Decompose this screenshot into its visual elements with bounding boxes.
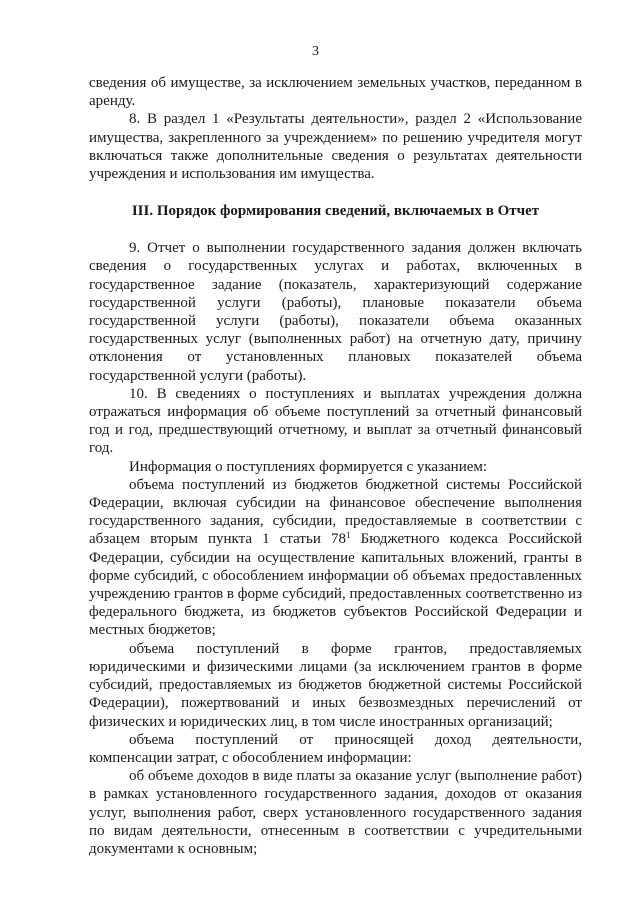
paragraph-business-income: объема поступлений от приносящей доход деятельности, компенсации затрат, с обособлением информации: [89,731,582,766]
paragraph-budget-income [89,476,582,640]
paragraph-budget-income-part1: объема поступлений из бюджетов бюджетной системы Российской Федерации, включая субсидии на финансовое обеспечение выполнения государственного задания, субсидии, предоставляемые в соответствии с абзацем вторым пункта 1 статьи 78 [89,476,582,548]
paragraph-grants-income: объема поступлений в форме грантов, предоставляемых юридическими и физическими лицами (за исключением грантов в форме субсидий, предоставляемых из бюджетов бюджетной системы Российской Федерации), пожертвований и иных безвозмездных перечислений от физических и юридических лиц, в том числе иностранных организаций; [89,640,582,730]
document-body [89,74,582,858]
paragraph-item-8: 8. В раздел 1 «Результаты деятельности», раздел 2 «Использование имущества, закрепленного за учреждением» по решению учредителя могут включаться также дополнительные сведения о результатах деятельности учреждения и использования им имущества. [89,111,582,183]
paragraph-item-9: 9. Отчет о выполнении государственного задания должен включать сведения о государственных услугах и работах, включенных в государственное задание (показатель, характеризующий содержание государственной услуги (работы), плановые показатели объема государственной услуги (работы), показатели объема оказанных государственных услуг (выполненных работ) на отчетную дату, причину отклонения от установленных плановых показателей объема государственной услуги (работы). [89,240,582,384]
paragraph-continuation: сведения об имуществе, за исключением земельных участков, переданном в аренду. [89,75,582,110]
superscript-footnote: 1 [346,530,351,541]
section-heading: III. Порядок формирования сведений, включаемых в Отчет [131,203,540,220]
paragraph-item-10: 10. В сведениях о поступлениях и выплатах учреждения должна отражаться информация об объеме поступлений за отчетный финансовый год и год, предшествующий отчетному, и выплат за отчетный финансовый год. [89,385,582,457]
paragraph-budget-income-part2: Бюджетного кодекса Российской Федерации, субсидии на осуществление капитальных вложений, гранты в форме субсидий, с обособлением информации об объемах предоставленных учреждению грантов в форме субсидий, предоставленных соответственно из федерального бюджета, из бюджетов субъектов Российской Федерации и местных бюджетов; [89,531,582,639]
paragraph-income-intro: Информация о поступлениях формируется с указанием: [129,458,488,475]
page-number: 3 [312,44,319,59]
paragraph-service-fees: об объеме доходов в виде платы за оказание услуг (выполнение работ) в рамках установленного государственного задания, доходов от оказания услуг, выполнения работ, сверх установленного государственного задания по видам деятельности, отнесенным в соответствии с учредительными документами к основным; [89,768,582,857]
